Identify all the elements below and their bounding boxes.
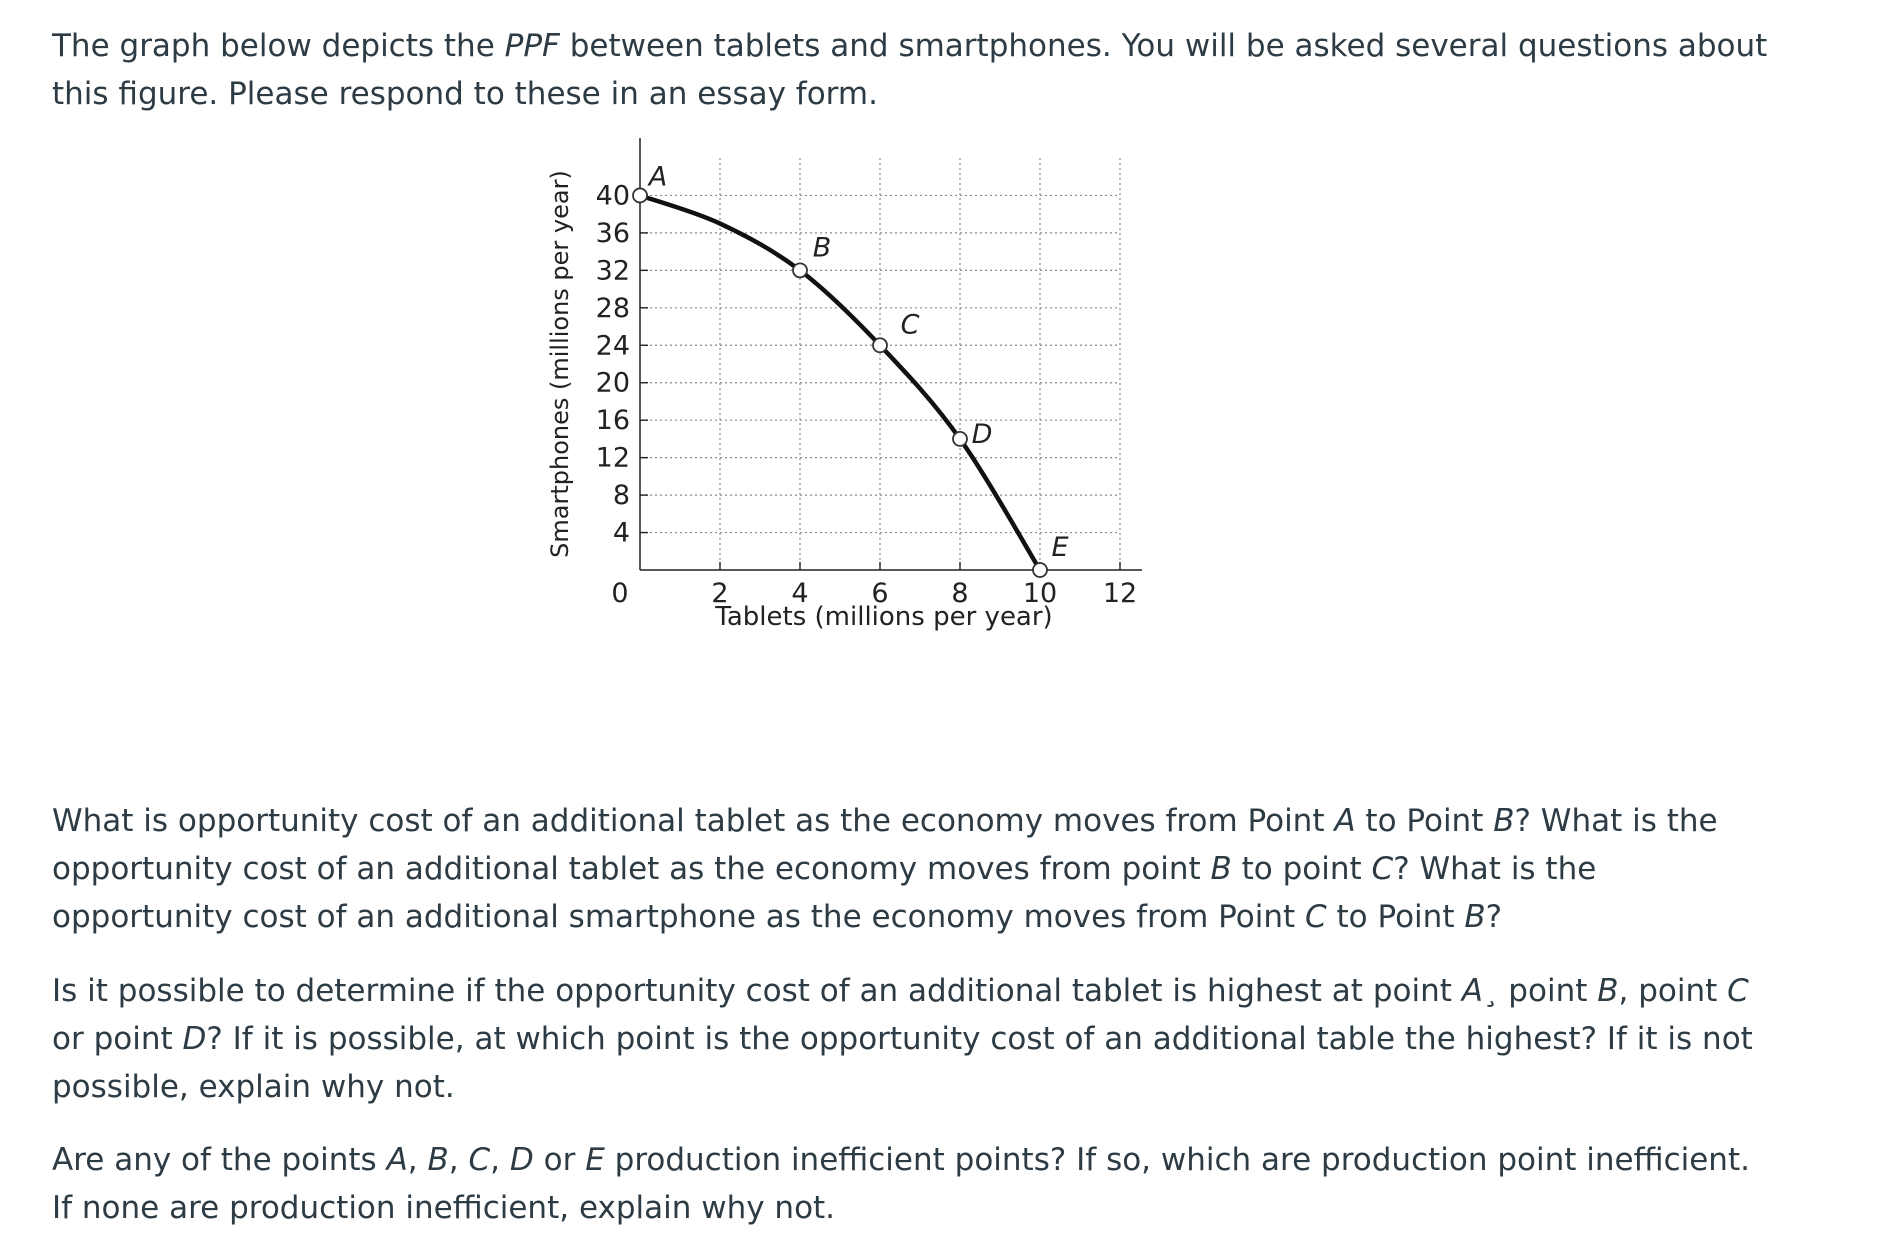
point-ref: C — [468, 1142, 491, 1178]
question-text: ? What is the opportunity cost of an additional tablet as the economy moves from point — [52, 803, 1718, 887]
question-text: Is it possible to determine if the opportunity cost of an additional tablet is highest at point — [52, 973, 1462, 1009]
question-text: , point — [1618, 973, 1728, 1009]
question-text: to Point — [1326, 899, 1465, 935]
y-axis-label: Smartphones (millions per year) — [546, 170, 574, 558]
y-tick-label: 20 — [595, 367, 630, 399]
question-text: or — [533, 1142, 586, 1178]
question-text: , — [490, 1142, 510, 1178]
point-label-b: B — [812, 232, 832, 264]
point-label-a: A — [648, 161, 668, 193]
x-tick-label: 6 — [871, 578, 889, 609]
ppf-points — [633, 161, 1069, 577]
x-tick-label: 0 — [611, 578, 629, 609]
question-text: , — [407, 1142, 428, 1178]
point-marker-b — [793, 263, 807, 277]
x-axis-label: Tablets (millions per year) — [715, 602, 1053, 632]
x-tick-label: 4 — [791, 578, 809, 609]
point-label-e: E — [1051, 532, 1069, 563]
point-ref: B — [1597, 973, 1619, 1009]
point-ref: B — [427, 1142, 449, 1178]
x-tick-label: 8 — [951, 578, 969, 609]
point-ref: B — [1464, 899, 1486, 935]
y-tick-label: 8 — [612, 480, 630, 512]
question-text: ¸ point — [1482, 973, 1598, 1009]
ppf-term: PPF — [504, 28, 560, 64]
intro-text: The graph below depicts the — [52, 28, 505, 64]
point-ref: A — [1461, 973, 1483, 1009]
point-ref: A — [1334, 803, 1356, 839]
question-3 — [52, 1136, 1772, 1232]
point-ref: A — [386, 1142, 408, 1178]
x-tick-label: 2 — [711, 578, 729, 609]
y-tick-label: 40 — [595, 180, 630, 212]
y-tick-label: 16 — [595, 405, 630, 437]
point-marker-a — [633, 188, 647, 202]
question-text: production inefficient points? If so, which are production point inefficient. If none are production inefficient, explain why not. — [52, 1142, 1750, 1226]
question-text: Are any of the points — [52, 1142, 387, 1178]
question-text: ? — [1485, 899, 1503, 935]
point-ref: C — [1727, 973, 1749, 1009]
question-text: to Point — [1355, 803, 1494, 839]
x-tick-label: 12 — [1102, 578, 1138, 609]
question-1 — [52, 797, 1772, 941]
question-2 — [52, 967, 1772, 1111]
point-marker-d — [953, 432, 967, 446]
intro-paragraph — [52, 22, 1772, 118]
y-tick-label: 4 — [612, 517, 630, 549]
question-text: ? What is the opportunity cost of an additional smartphone as the economy moves from Point — [52, 851, 1597, 935]
ppf-chart — [540, 138, 1240, 778]
point-ref: B — [1493, 803, 1515, 839]
y-tick-label: 12 — [595, 442, 630, 474]
point-ref: C — [1305, 899, 1327, 935]
y-tick-label: 36 — [595, 217, 630, 249]
x-tick-label: 10 — [1022, 578, 1058, 609]
y-tick-label: 32 — [595, 255, 630, 287]
point-label-c: C — [900, 309, 920, 341]
intro-text: between tablets and smartphones. You will be asked several questions about this figure. Please respond to these in an essay form. — [52, 28, 1768, 112]
point-ref: D — [509, 1142, 534, 1178]
point-ref: C — [1371, 851, 1394, 887]
point-ref: D — [182, 1021, 207, 1057]
question-text: or point — [52, 1021, 183, 1057]
question-text: What is opportunity cost of an additional tablet as the economy moves from Point — [52, 803, 1335, 839]
point-ref: B — [1210, 851, 1232, 887]
y-tick-label: 28 — [595, 292, 630, 324]
question-text: , — [448, 1142, 469, 1178]
question-text: to point — [1231, 851, 1372, 887]
point-marker-e — [1033, 563, 1047, 577]
point-marker-c — [873, 338, 887, 352]
point-ref: E — [585, 1142, 605, 1178]
question-text: ? If it is possible, at which point is the opportunity cost of an additional table the highest? If it is not possible, explain why not. — [52, 1021, 1753, 1105]
y-tick-label: 24 — [595, 330, 630, 362]
ppf-figure — [540, 138, 1240, 778]
point-label-d: D — [971, 418, 993, 450]
